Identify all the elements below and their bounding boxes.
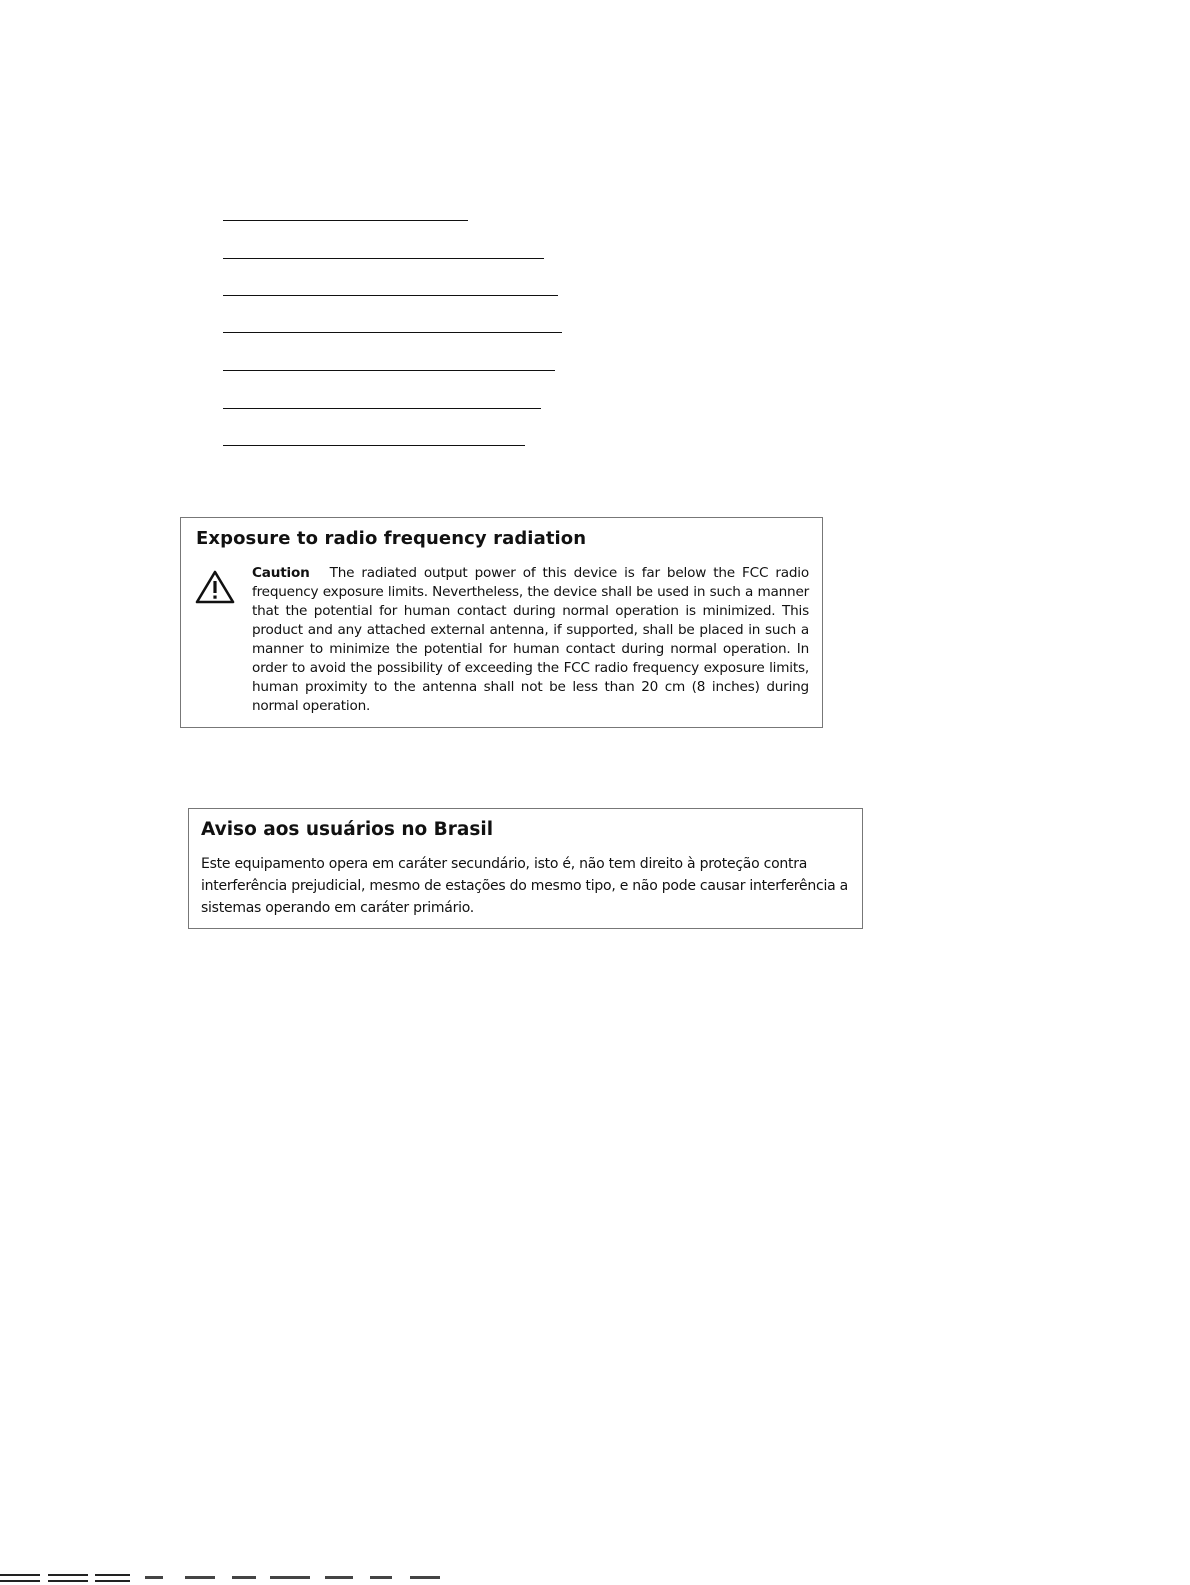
blank-rule-3 — [223, 295, 558, 296]
rf-exposure-notice — [180, 517, 823, 728]
brazil-notice — [188, 808, 863, 929]
brazil-notice-title: Aviso aos usuários no Brasil — [201, 819, 494, 840]
blank-rule-6 — [223, 408, 541, 409]
rf-exposure-title: Exposure to radio frequency radiation — [196, 528, 587, 549]
brazil-notice-body: Este equipamento opera em caráter secundário, isto é, não tem direito à proteção contra interferência prejudicial, mesmo de estações do mesmo tipo, e não pode causar interferência a sistemas operando em caráter primário. — [201, 856, 848, 916]
blank-rule-7 — [223, 445, 525, 446]
warning-triangle-icon — [195, 570, 235, 604]
cropped-footer — [0, 1572, 470, 1585]
blank-rule-4 — [223, 332, 562, 333]
blank-rule-2 — [223, 258, 544, 259]
caution-text: The radiated output power of this device is far below the FCC radio frequency exposure limits. Nevertheless, the device shall be used in such a manner that the potential for human contact during normal operation is minimized. This product and any attached external antenna, if supported, shall be placed in such a manner to minimize the potential for human contact during normal operation. In order to avoid the possibility of exceeding the FCC radio frequency exposure limits, human proximity to the antenna shall not be less than 20 cm (8 inches) during normal operation. — [252, 565, 809, 714]
caution-label: Caution — [252, 565, 310, 581]
blank-rule-5 — [223, 370, 555, 371]
blank-rule-1 — [223, 220, 468, 221]
rf-exposure-body — [252, 564, 809, 716]
